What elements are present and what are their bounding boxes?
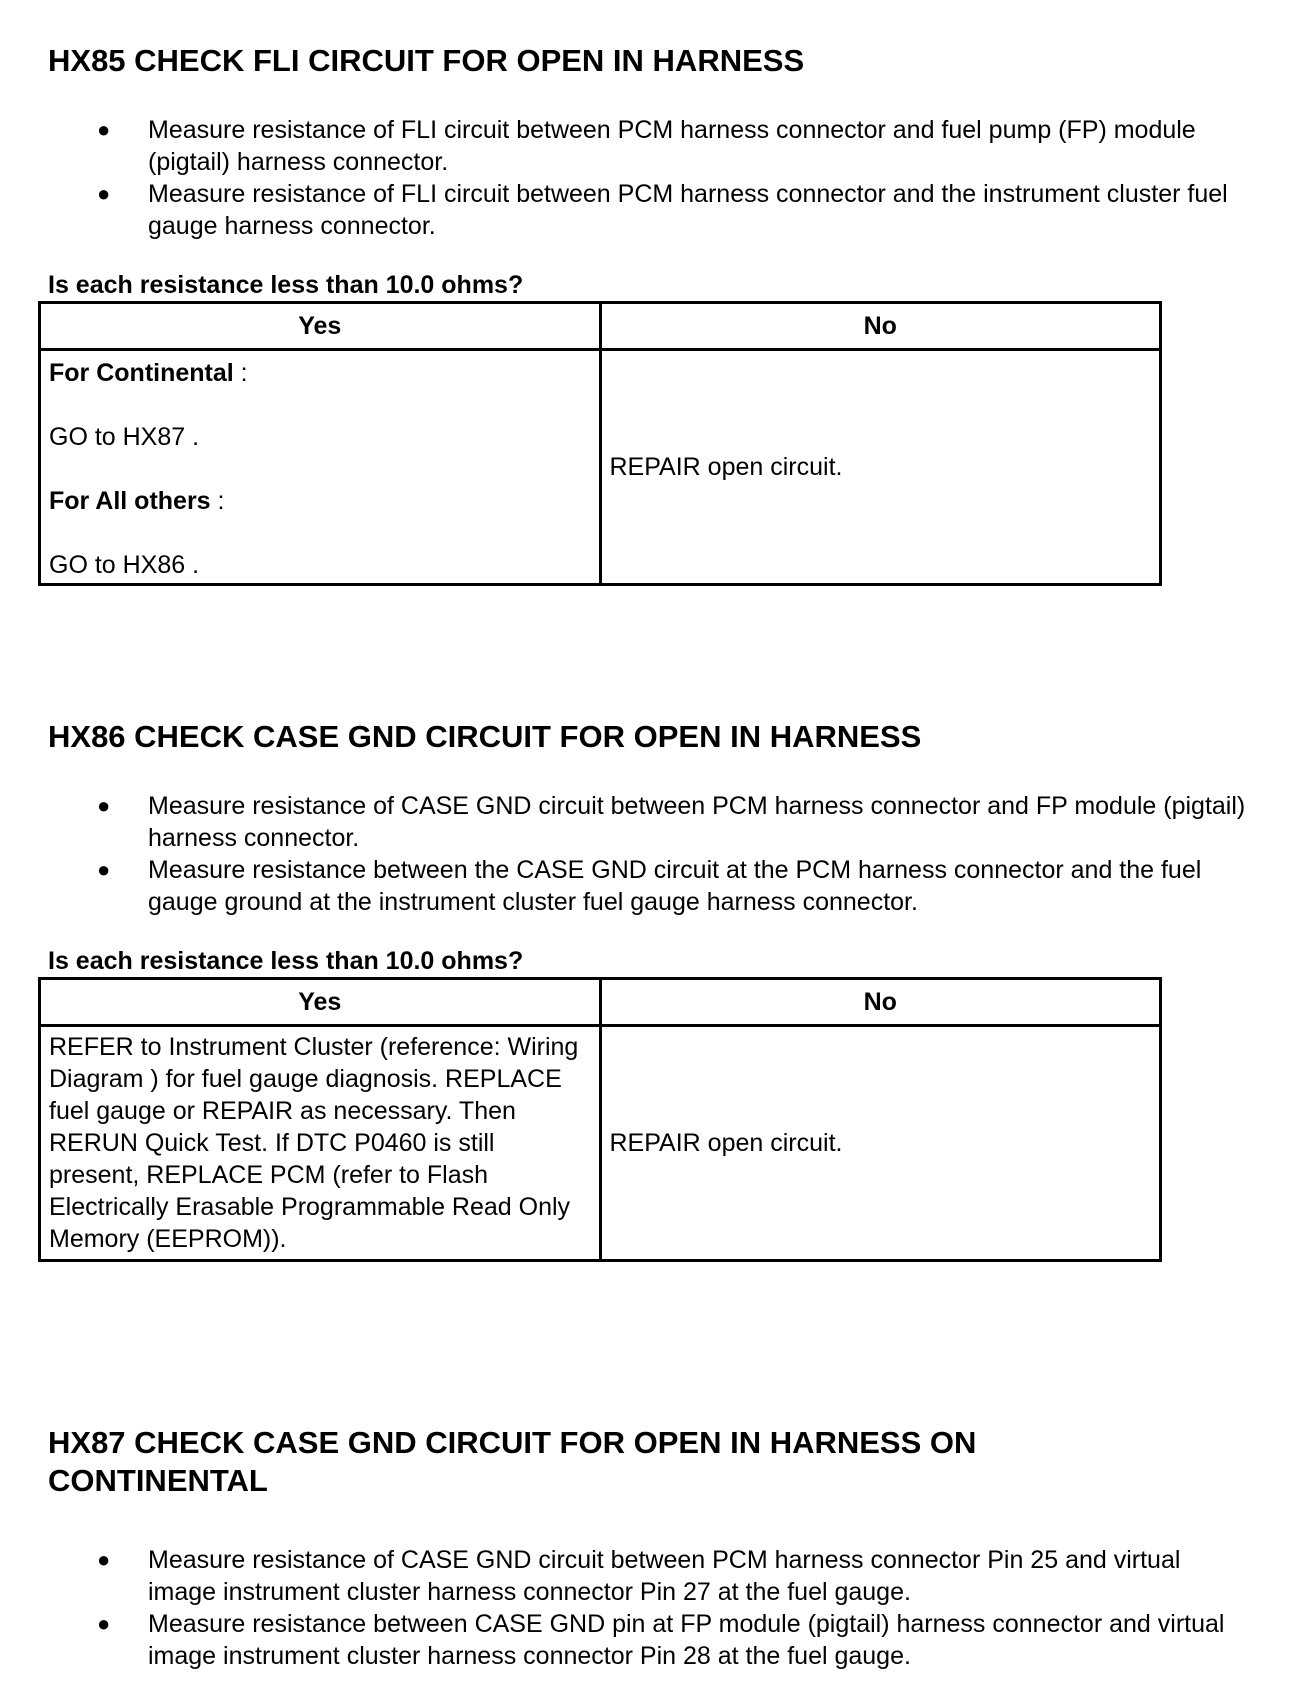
no-header: No (600, 979, 1161, 1026)
bullet-dot-icon: ● (97, 117, 111, 142)
yes-line: GO to HX86 . (49, 551, 200, 579)
bullet-text: Measure resistance of FLI circuit between PCM harness connector and the instrument cluster fuel gauge harness connector. (148, 180, 1228, 240)
question-text: Is each resistance less than 10.0 ohms? (48, 271, 524, 299)
bullet-item (0, 1608, 1312, 1672)
bullet-dot-icon: ● (97, 1611, 111, 1636)
yes-line-suffix: : (210, 487, 225, 515)
yes-header: Yes (40, 303, 601, 350)
decision-table (38, 301, 1162, 586)
bullet-item (0, 178, 1312, 242)
table-row (40, 1026, 1161, 1261)
yes-line-suffix: : (233, 359, 248, 387)
yes-line-label: For Continental (49, 359, 234, 387)
bullet-list (0, 790, 1312, 918)
bullet-item (0, 1544, 1312, 1608)
no-cell: REPAIR open circuit. (600, 1026, 1161, 1261)
yes-line-label: For All others (49, 487, 211, 515)
bullet-item (0, 790, 1312, 854)
bullet-item (0, 854, 1312, 918)
yes-cell (40, 350, 601, 585)
yes-line (49, 485, 591, 517)
yes-cell-content (49, 357, 591, 581)
table-row (40, 350, 1161, 585)
no-cell: REPAIR open circuit. (600, 350, 1161, 585)
question-text: Is each resistance less than 10.0 ohms? (48, 947, 524, 975)
section-heading: HX85 CHECK FLI CIRCUIT FOR OPEN IN HARNESS (48, 43, 805, 78)
bullet-text: Measure resistance of CASE GND circuit between PCM harness connector and FP module (pigtail) harness connector. (148, 792, 1246, 852)
yes-header: Yes (40, 979, 601, 1026)
no-header: No (600, 303, 1161, 350)
bullet-item (0, 114, 1312, 178)
decision-table (38, 977, 1162, 1262)
yes-line (49, 357, 591, 389)
bullet-text: Measure resistance of CASE GND circuit between PCM harness connector Pin 25 and virtual image instrument cluster harness connector Pin 27 at the fuel gauge. (148, 1546, 1181, 1606)
yes-cell: REFER to Instrument Cluster (reference: Wiring Diagram ) for fuel gauge diagnosis. REPLACE fuel gauge or REPAIR as necessary. Then RERUN Quick Test. If DTC P0460 is still present, REPLACE PCM (refer to Flash Electrically Erasable Programmable Read Only Memory (EEPROM)). (40, 1026, 601, 1261)
section-heading: HX86 CHECK CASE GND CIRCUIT FOR OPEN IN HARNESS (48, 719, 922, 754)
bullet-list (0, 1544, 1312, 1672)
bullet-dot-icon: ● (97, 857, 111, 882)
table-header-row (40, 979, 1161, 1026)
bullet-text: Measure resistance between the CASE GND circuit at the PCM harness connector and the fuel gauge ground at the instrument cluster fuel gauge harness connector. (148, 856, 1202, 916)
yes-line: GO to HX87 . (49, 423, 200, 451)
bullet-dot-icon: ● (97, 793, 111, 818)
table-header-row (40, 303, 1161, 350)
section-heading: HX87 CHECK CASE GND CIRCUIT FOR OPEN IN HARNESS ON CONTINENTAL (48, 1425, 977, 1498)
bullet-text: Measure resistance of FLI circuit between PCM harness connector and fuel pump (FP) module (pigtail) harness connector. (148, 116, 1196, 176)
bullet-dot-icon: ● (97, 1547, 111, 1572)
bullet-list (0, 114, 1312, 242)
bullet-dot-icon: ● (97, 181, 111, 206)
bullet-text: Measure resistance between CASE GND pin at FP module (pigtail) harness connector and virtual image instrument cluster harness connector Pin 28 at the fuel gauge. (148, 1610, 1225, 1670)
